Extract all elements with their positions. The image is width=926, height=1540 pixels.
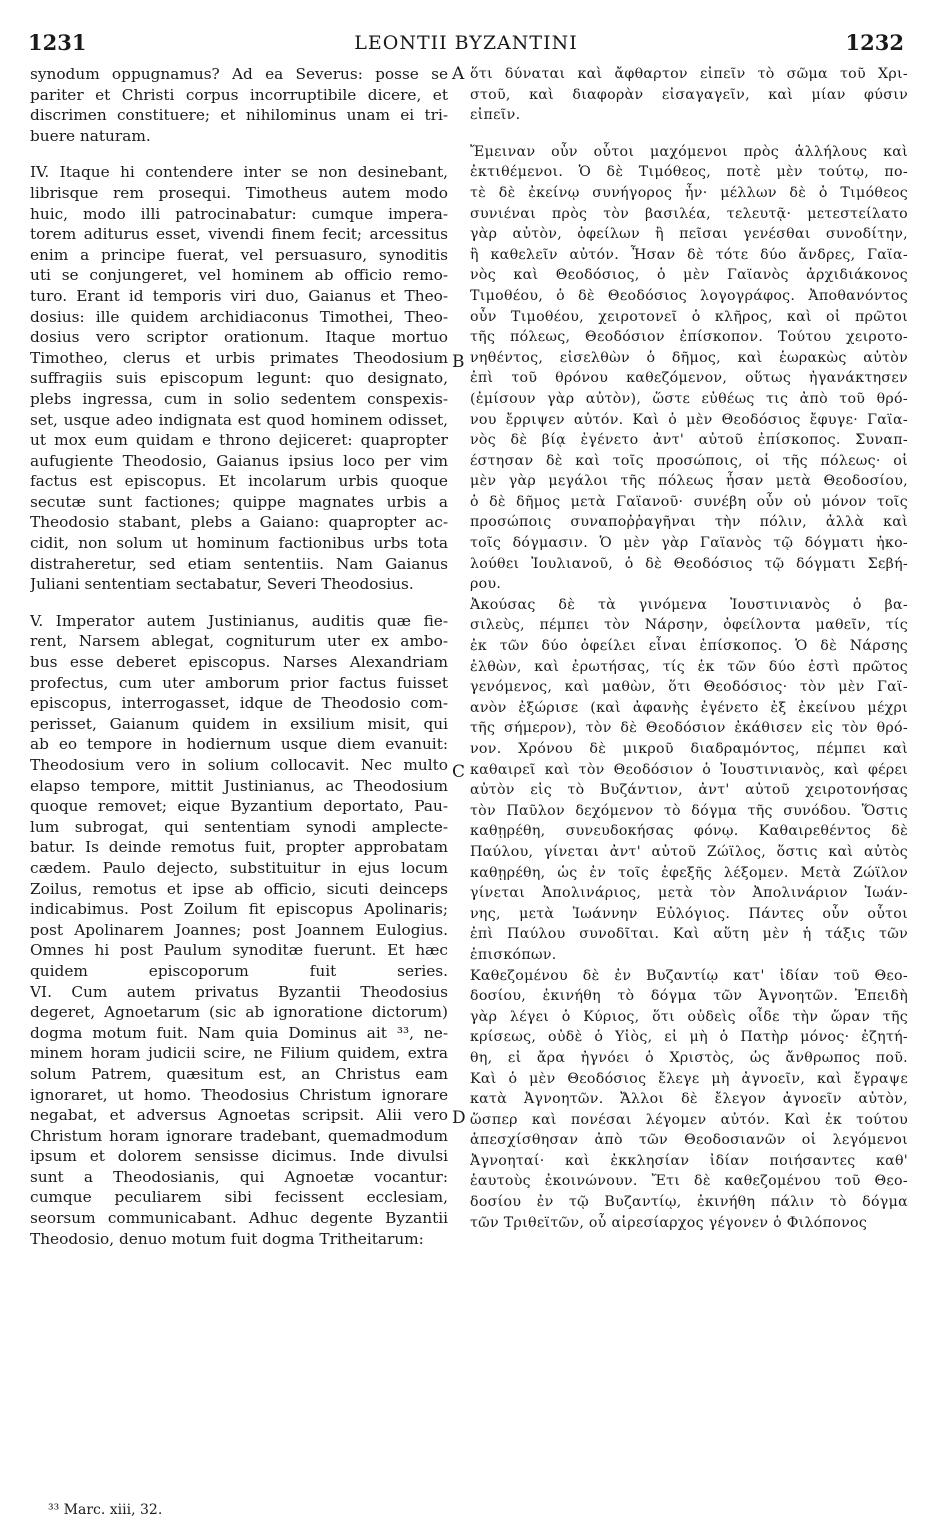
text-line: enim a principe fuerat, vel persuasuro, synoditis xyxy=(30,245,448,264)
text-line: rent, Narsem ablegat, cogniturum uter ex ambo- xyxy=(30,632,448,651)
text-line: στοῦ, καὶ διαφορὰν εἰσαγαγεῖν, καὶ μίαν φύσιν xyxy=(470,86,908,103)
text-line: (ἐμίσουν γὰρ αὐτὸν), ὥστε εὐθέως τις ἀπὸ τοῦ θρό- xyxy=(470,390,908,407)
text-line: cumque peculiarem sibi fecissent ecclesiam, xyxy=(30,1188,448,1207)
text-line: Παύλου, γίνεται ἀντ' αὐτοῦ Ζώϊλος, ὅστις καὶ αὐτὸς xyxy=(470,843,908,860)
text-line: V. Imperator autem Justinianus, auditis quæ fie- xyxy=(30,611,448,630)
text-line: νης, μετὰ Ἰωάννην Εὐλόγιος. Πάντες οὖν οὗτοι xyxy=(470,905,908,922)
text-line: κρίσεως, οὐδὲ ὁ Υἱὸς, εἰ μὴ ὁ Πατὴρ μόνος· ἐζητή- xyxy=(470,1029,908,1046)
text-line: Omnes hi post Paulum synoditæ fuerunt. Et hæc xyxy=(30,941,448,960)
section-marker-a: A xyxy=(452,64,465,84)
text-line: τῆς πόλεως, Θεοδόσιον ἐπίσκοπον. Τούτου χειροτο- xyxy=(470,329,908,346)
text-line: degeret, Agnoetarum (sic ab ignoratione dictorum) xyxy=(30,1003,448,1022)
text-line: indicabimus. Post Zoilum fit episcopus Apolinaris; xyxy=(30,900,448,919)
text-line: distraheretur, sed etiam sententiis. Nam Gaianus xyxy=(30,554,448,573)
text-line: IV. Itaque hi contendere inter se non desinebant, xyxy=(30,163,448,182)
text-line: ἐκ τῶν δύο ὀφείλει εἶναι ἐπίσκοπος. Ὁ δὲ Νάρσης xyxy=(470,638,908,655)
text-line: synodum oppugnamus? Ad ea Severus: posse se xyxy=(30,65,448,83)
text-line: quoque removet; eique Byzantium deportato, Pau- xyxy=(30,797,448,816)
text-line: νὸς καὶ Θεοδόσιος, ὁ μὲν Γαϊανὸς ἀρχιδιάκονος xyxy=(470,267,908,284)
text-line: factus est episcopus. Et incolarum urbis quoque xyxy=(30,472,448,491)
text-line: Καθεζομένου δὲ ἐν Βυζαντίῳ κατ' ἰδίαν τοῦ Θεο- xyxy=(470,967,908,984)
text-line: σιλεὺς, πέμπει τὸν Νάρσην, ὀφείλοντα μαθεῖν, τίς xyxy=(470,617,908,634)
text-line: secutæ sunt factiones; quippe magnates urbis a xyxy=(30,492,448,511)
page-header xyxy=(28,30,904,58)
text-line: aufugiente Theodosio, Gaianus ipsius loco per vim xyxy=(30,451,448,470)
text-line: pariter et Christi corpus incorruptibile dicere, et xyxy=(30,85,448,104)
text-line: set, usque adeo indignata est quod hominem odisset, xyxy=(30,410,448,429)
text-line: αὐτὸν εἰς τὸ Βυζάντιον, ἀντ' αὐτοῦ χειροτονήσας xyxy=(470,782,908,799)
text-line: negabat, et adversus Agnoetas scripsit. Alii vero xyxy=(30,1106,448,1125)
text-line: νηθέντος, εἰσελθὼν ὁ δῆμος, καὶ ἑωρακὼς αὐτὸν xyxy=(470,349,908,366)
text-line: ἐπὶ Παύλου συνοδῖται. Καὶ αὕτη μὲν ἡ τάξις τῶν xyxy=(470,926,908,943)
text-line: dosius: ille quidem archidiaconus Timothei, Theo- xyxy=(30,307,448,326)
page-number-left: 1231 xyxy=(28,30,87,55)
text-line: dosius vero scriptor orationum. Itaque mortuo xyxy=(30,328,448,347)
text-line: batur. Is deinde remotus fuit, propter approbatam xyxy=(30,838,448,857)
text-line: τῶν Τριθεϊτῶν, οὗ αἱρεσίαρχος γέγονεν ὁ Φιλόπονος xyxy=(470,1214,868,1231)
text-line: suffragiis suis episcopum legunt: quo designato, xyxy=(30,369,448,388)
text-line: ab eo tempore in hodiernum usque diem evanuit: xyxy=(30,735,448,754)
text-line: έστησαν δὲ καὶ τοῖς προσώποις, οἱ τῆς πόλεως· οἱ xyxy=(470,452,908,469)
text-line: ἢ καθελεῖν αὐτόν. Ἦσαν δὲ τότε δύο ἄνδρες, Γαϊα- xyxy=(470,246,908,263)
text-line: seorsum communicabant. Adhuc degente Byzantii xyxy=(30,1209,448,1228)
text-line: ανὸν ἐξώρισε (καὶ ἀφανὴς ἐγένετο ἐξ ἐκείνου μέχρι xyxy=(470,699,908,716)
text-line: νὸς δὲ βίᾳ ἐγένετο ἀντ' αὐτοῦ ἐπίσκοπος. Συναπ- xyxy=(470,432,908,449)
text-line: Ἀκούσας δὲ τὰ γινόμενα Ἰουστινιανὸς ὁ βα- xyxy=(470,596,908,613)
text-line: dogma motum fuit. Nam quia Dominus ait ³³, ne- xyxy=(30,1023,448,1042)
text-line: ἐπισκόπων. xyxy=(470,946,557,963)
section-marker-d: D xyxy=(452,1108,466,1128)
text-line: ὥσπερ καὶ πονέσαι λέγομεν αὐτόν. Καὶ ἐκ τούτου xyxy=(470,1111,908,1128)
text-line: turo. Erant id temporis viri duo, Gaianus et Theo- xyxy=(30,286,448,305)
text-line: ἑαυτοὺς ἐκοινώνουν. Ἔτι δὲ καθεζομένου τοῦ Θεο- xyxy=(470,1173,908,1190)
text-line: quidem episcoporum fuit series. xyxy=(30,961,448,980)
text-line: Theodosio, denuo motum fuit dogma Tritheitarum: xyxy=(30,1229,424,1248)
text-line: καθαιρεῖ καὶ τὸν Θεοδόσιον ὁ Ἰουστινιανὸς, καὶ φέρει xyxy=(470,761,908,778)
text-line: τοῖς δόγμασιν. Ὁ μὲν γὰρ Γαϊανὸς τῷ δόγματι ἠκο- xyxy=(470,535,908,552)
text-line: τὸν Παῦλον δεχόμενον τὸ δόγμα τῆς συνόδου. Ὅστις xyxy=(470,802,908,819)
text-line: huic, modo illi patrocinabatur: cumque impera- xyxy=(30,204,448,223)
text-line: Zoilus, remotus et ipse ab officio, sicuti deinceps xyxy=(30,879,448,898)
text-line: solum Patrem, quæsitum est, an Christus eam xyxy=(30,1064,448,1083)
text-line: episcopus, interrogasset, idque de Theodosio com- xyxy=(30,694,448,713)
text-line: Theodosio stabant, plebs a Gaiano: quapropter ac- xyxy=(30,513,448,532)
text-line: Christum horam ignorare tradebant, quemadmodum xyxy=(30,1126,448,1145)
text-line: cædem. Paulo dejecto, substituitur in ejus locum xyxy=(30,858,448,877)
text-line: καθῃρέθη, ὡς ἐν τοῖς ἐφεξῆς λέξομεν. Μετὰ Ζώϊλον xyxy=(470,864,908,881)
text-line: Τιμοθέου, ὁ δὲ Θεοδόσιος λογογράφος. Ἀποθανόντος xyxy=(470,287,908,304)
text-line: ἐπὶ τοῦ θρόνου καθεζόμενον, οὕτως ἠγανάκτησεν xyxy=(470,370,908,387)
text-line: προσώποις συναποῤῥαγῆναι τὴν πόλιν, ἀλλὰ καὶ xyxy=(470,514,908,531)
text-line: γενόμενος, καὶ μαθὼν, ὅτι Θεοδόσιος· τὸν μὲν Γαϊ- xyxy=(470,679,908,696)
paragraph-gap xyxy=(30,595,448,611)
footnote: ³³ Marc. xiii, 32. xyxy=(48,1502,163,1518)
paragraph-gap xyxy=(470,126,908,142)
text-line: γίνεται Ἀπολινάριος, μετὰ τὸν Ἀπολινάριον Ἰωάν- xyxy=(470,885,908,902)
text-line: Timotheo, clerus et urbis primates Theodosium xyxy=(30,348,448,367)
text-line: καθῃρέθη, συνευδοκήσας φόνῳ. Καθαιρεθέντος δὲ xyxy=(470,823,908,840)
text-line: θη, εἰ ἄρα ἠγνόει ὁ Χριστὸς, ὡς ἄνθρωπος ποῦ. xyxy=(470,1049,908,1066)
text-line: perisset, Gaianum quidem in exsilium misit, qui xyxy=(30,714,448,733)
text-line: Ἔμειναν οὖν οὗτοι μαχόμενοι πρὸς ἀλλήλους καὶ xyxy=(470,143,908,160)
text-line: Καὶ ὁ μὲν Θεοδόσιος ἔλεγε μὴ ἀγνοεῖν, καὶ ἔγραψε xyxy=(470,1070,908,1087)
running-title: LEONTII BYZANTINI xyxy=(354,32,578,54)
text-line: ἐλθὼν, καὶ ἐρωτήσας, τίς ἐκ τῶν δύο ἐστὶ πρῶτος xyxy=(470,658,908,675)
section-marker-c: C xyxy=(452,762,466,782)
text-line: ut mox eum quidam e throno dejiceret: quapropter xyxy=(30,431,448,450)
text-line: γὰρ αὐτὸν, ὀφείλων ἢ πεῖσαι γενέσθαι συνοδίτην, xyxy=(470,226,908,243)
greek-column xyxy=(470,64,908,1233)
text-line: ὅτι δύναται καὶ ἄφθαρτον εἰπεῖν τὸ σῶμα τοῦ Χρι- xyxy=(470,66,908,82)
text-line: ipsum et dolorem sensisse dicimus. Inde divulsi xyxy=(30,1147,448,1166)
text-line: ignoraret, ut homo. Theodosius Christum ignorare xyxy=(30,1085,448,1104)
text-line: ἀπεσχίσθησαν ἀπὸ τῶν Θεοδοσιανῶν οἱ λεγόμενοι xyxy=(470,1132,908,1149)
text-line: sunt a Theodosianis, qui Agnoetæ vocantur: xyxy=(30,1167,448,1186)
text-line: VI. Cum autem privatus Byzantii Theodosius xyxy=(30,982,448,1001)
page-number-right: 1232 xyxy=(845,30,904,55)
text-line: lum subrogat, qui sententiam synodi amplecte- xyxy=(30,817,448,836)
text-line: ἐκτιθέμενοι. Ὁ δὲ Τιμόθεος, ποτὲ μὲν τούτῳ, πο- xyxy=(470,164,908,181)
text-line: μὲν γὰρ μεγάλοι τῆς πόλεως ἦσαν μετὰ Θεοδοσίου, xyxy=(470,473,908,490)
text-line: elapso tempore, mittit Justinianus, ac Theodosium xyxy=(30,776,448,795)
text-line: bus esse deberet episcopus. Narses Alexandriam xyxy=(30,653,448,672)
text-line: τὲ δὲ ἐκείνῳ συνήγορος ἦν· μέλλων δὲ ὁ Τιμόθεος xyxy=(470,184,908,201)
text-line: Ἀγνοηταί· καὶ ἐκκλησίαν ἰδίαν ποιήσαντες καθ' xyxy=(470,1152,908,1169)
text-line: uti se conjungeret, vel hominem ab officio remo- xyxy=(30,266,448,285)
text-line: minem horam judicii scire, ne Filium quidem, extra xyxy=(30,1044,448,1063)
text-line: profectus, cum uter amborum prior factus fuisset xyxy=(30,673,448,692)
text-line: ὁ δὲ δῆμος μετὰ Γαϊανοῦ· συνέβη οὖν οὐ μόνον τοῖς xyxy=(470,493,908,510)
text-line: torem aditurus esset, vivendi finem fecit; arcessitus xyxy=(30,225,448,244)
text-line: συνιέναι πρὸς τὸν βασιλέα, τελευτᾷ· μετεστείλατο xyxy=(470,205,908,222)
text-line: εἰπεῖν. xyxy=(470,107,521,124)
text-line: buere naturam. xyxy=(30,126,151,145)
text-line: τῆς σήμερον), τὸν δὲ Θεοδόσιον ἐκάθισεν εἰς τὸν θρό- xyxy=(470,720,908,737)
text-line: δοσίου, ἐκινήθη τὸ δόγμα τῶν Ἀγνοητῶν. Ἐπειδὴ xyxy=(470,988,908,1005)
text-line: cidit, non solum ut hominum factionibus urbs tota xyxy=(30,534,448,553)
text-line: λούθει Ἰουλιανοῦ, ὁ δὲ Θεοδόσιος τῷ δόγματι Σεβή- xyxy=(470,555,908,572)
text-line: κατὰ Ἀγνοητῶν. Ἄλλοι δὲ ἔλεγον ἀγνοεῖν αὐτὸν, xyxy=(470,1091,908,1108)
text-line: librisque rem prosequi. Timotheus autem modo xyxy=(30,183,448,202)
latin-column xyxy=(30,64,448,1249)
text-line: νον. Χρόνου δὲ μικροῦ διαδραμόντος, πέμπει καὶ xyxy=(470,741,908,757)
text-line: οὖν Τιμοθέου, χειροτονεῖ ὁ κλῆρος, καὶ οἱ πρῶτοι xyxy=(470,308,908,325)
text-line: ρου. xyxy=(470,576,502,593)
text-line: Theodosium vero in solium collocavit. Nec multo xyxy=(30,756,448,774)
text-line: δοσίου ἐν τῷ Βυζαντίῳ, ἐκινήθη πάλιν τὸ δόγμα xyxy=(470,1194,908,1211)
paragraph-gap xyxy=(30,146,448,162)
text-line: post Apolinarem Joannes; post Joannem Eulogius. xyxy=(30,920,448,939)
section-marker-b: B xyxy=(452,352,465,372)
text-line: γὰρ λέγει ὁ Κύριος, ὅτι οὐδεὶς οἶδε τὴν ὥραν τῆς xyxy=(470,1008,908,1025)
text-line: discrimen constituere; et nihilominus unam ei tri- xyxy=(30,106,448,125)
text-line: plebs ingressa, cum in solio sedentem conspexis- xyxy=(30,389,448,408)
text-line: Juliani sententiam sectabatur, Severi Theodosius. xyxy=(30,575,414,594)
text-line: νου ἔρριψεν αὐτόν. Καὶ ὁ μὲν Θεοδόσιος ἔφυγε· Γαϊα- xyxy=(470,411,908,428)
